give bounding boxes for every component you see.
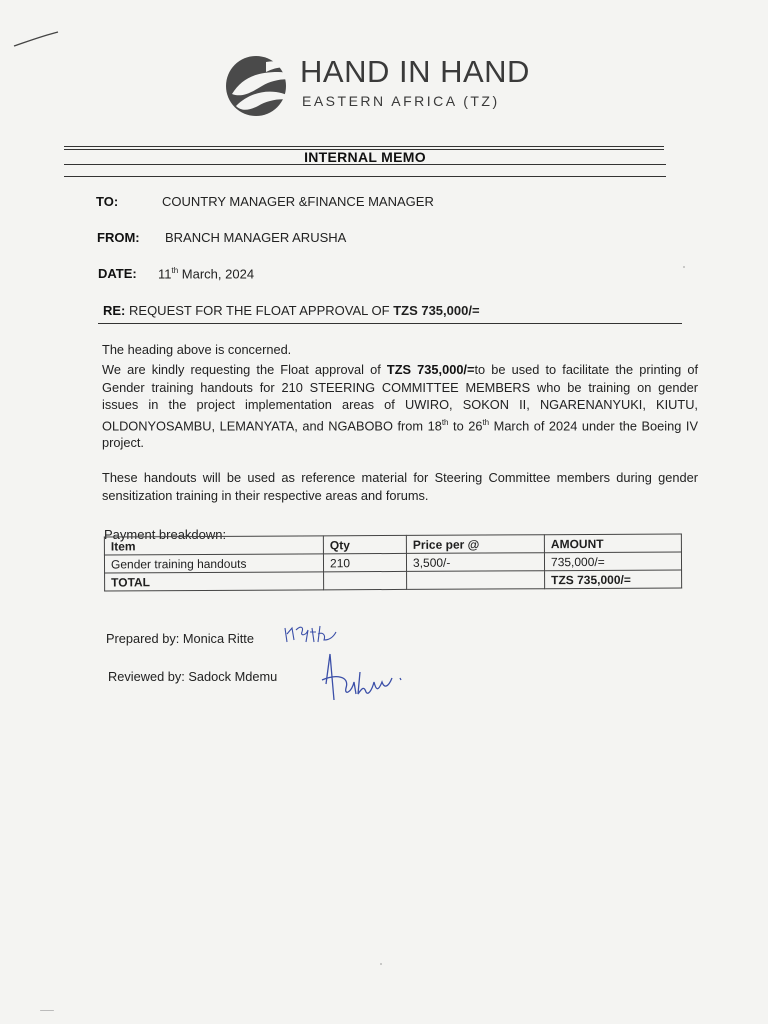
header-price: Price per @ — [406, 535, 544, 554]
re-row — [103, 303, 480, 318]
request-amount: TZS 735,000/= — [386, 362, 475, 377]
cell-item: Gender training handouts — [104, 554, 323, 573]
re-label: RE: — [103, 303, 126, 318]
date-suffix: th — [171, 266, 179, 275]
title-rule-top — [64, 146, 664, 147]
brand-subtitle: EASTERN AFRICA (TZ) — [302, 93, 500, 109]
cell-amount: 735,000/= — [544, 552, 681, 571]
memo-title: INTERNAL MEMO — [304, 149, 426, 165]
from-label: FROM: — [97, 230, 140, 245]
reviewed-signature — [316, 648, 416, 708]
hand-in-hand-logo-icon — [222, 50, 298, 118]
total-value: TZS 735,000/= — [545, 570, 682, 589]
from-value: BRANCH MANAGER ARUSHA — [165, 230, 347, 245]
paragraph-request — [102, 361, 698, 452]
date-day: 11 — [158, 266, 172, 282]
total-label: TOTAL — [105, 572, 324, 591]
date-row — [98, 266, 254, 281]
total-empty-2 — [407, 571, 545, 590]
date-rest: March, 2024 — [181, 266, 255, 282]
request-sup-1: th — [441, 417, 449, 427]
to-row — [96, 194, 434, 209]
request-text-a: We are kindly requesting the Float approval of — [102, 362, 381, 377]
prepared-by: Prepared by: Monica Ritte — [106, 631, 254, 646]
table-total-row — [105, 570, 682, 591]
request-sup-2: th — [482, 417, 490, 427]
prepared-signature — [282, 622, 342, 646]
re-underline — [98, 323, 682, 324]
scan-speck — [683, 266, 685, 268]
to-value: COUNTRY MANAGER &FINANCE MANAGER — [162, 194, 434, 209]
request-text-b: to be used to facilitate the printing of Gender training handouts for 210 STEERING COMMITTEE MEMBERS who be training on gender issues in the project implementation areas of UWIRO, SOKON II, NGARENANYUKI, KIUTU, OLDONYOSAMBU, LEMANYATA, and NGABOBO from 18 — [102, 362, 698, 433]
request-text-d: March of 2024 under the Boeing IV project. — [102, 417, 698, 451]
paragraph-handouts: These handouts will be used as reference material for Steering Committee members during gender sensitization training in their respective areas and forums. — [102, 470, 698, 503]
brand-name: HAND IN HAND — [300, 54, 530, 89]
request-text-c: to 26 — [448, 417, 483, 433]
re-text: REQUEST FOR THE FLOAT APPROVAL OF — [129, 303, 390, 318]
payment-breakdown-label: Payment breakdown: — [104, 527, 227, 542]
paragraph-intro: The heading above is concerned. — [102, 342, 292, 357]
reviewed-by: Reviewed by: Sadock Mdemu — [108, 669, 278, 684]
payment-breakdown-table — [104, 533, 682, 591]
title-rule-bottom-2 — [64, 176, 666, 177]
pen-mark — [12, 30, 62, 50]
header-item: Item — [104, 536, 323, 555]
letterhead — [222, 50, 562, 122]
cell-price: 3,500/- — [406, 553, 544, 572]
scan-speck — [40, 1010, 54, 1011]
to-label: TO: — [96, 194, 119, 209]
from-row — [97, 230, 346, 245]
title-rule-bottom — [64, 164, 666, 165]
total-empty-1 — [324, 571, 407, 589]
date-value — [158, 266, 254, 281]
header-qty: Qty — [323, 535, 406, 553]
scan-speck — [380, 963, 382, 965]
re-amount: TZS 735,000/= — [393, 303, 480, 318]
cell-qty: 210 — [323, 553, 406, 571]
date-label: DATE: — [98, 266, 137, 282]
header-amount: AMOUNT — [544, 534, 681, 553]
